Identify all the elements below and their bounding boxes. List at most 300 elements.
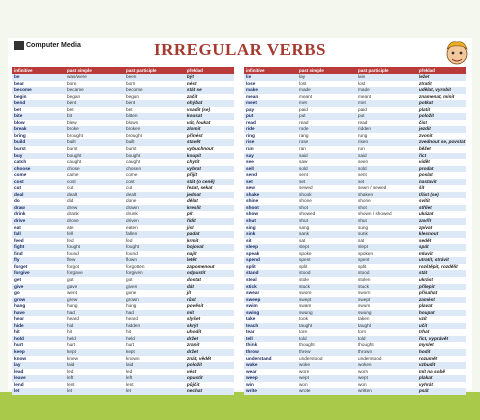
cell-infinitive: meet: [246, 100, 257, 106]
cell-translation: jednat: [186, 191, 201, 197]
cell-infinitive: weep: [246, 375, 258, 381]
cell-past-participle: split: [357, 263, 367, 269]
cell-infinitive: sing: [246, 224, 256, 230]
cell-past-simple: did: [67, 198, 74, 204]
cell-infinitive: think: [246, 342, 258, 348]
cell-past-participle: bitten: [125, 113, 138, 119]
cell-infinitive: leave: [14, 375, 26, 381]
cell-past-participle: fought: [125, 244, 140, 250]
cell-past-participle: thought: [357, 342, 374, 348]
cell-past-simple: ate: [67, 224, 74, 230]
cell-past-participle: set: [357, 178, 365, 184]
cell-past-participle: hidden: [125, 322, 141, 328]
cell-past-simple: lost: [299, 80, 307, 86]
cell-translation: pít: [186, 211, 193, 217]
cell-past-simple: shot: [299, 204, 308, 210]
cell-translation: vidět: [418, 159, 430, 165]
cell-translation: vsadit (se): [186, 106, 211, 112]
cell-past-simple: broke: [67, 126, 79, 132]
cell-infinitive: hide: [14, 322, 24, 328]
cell-translation: začít: [186, 93, 198, 99]
cell-translation: vybrat: [186, 165, 201, 171]
cell-translation: spát: [418, 244, 429, 250]
cell-translation: nastavit: [418, 178, 437, 184]
cell-translation: nést: [186, 80, 197, 86]
cell-past-participle: blown: [125, 119, 139, 125]
cell-infinitive: drink: [14, 211, 26, 217]
cell-past-simple: threw: [299, 348, 311, 354]
cell-past-simple: hit: [67, 329, 72, 335]
cell-past-participle: woken: [357, 362, 372, 368]
cell-infinitive: hold: [14, 335, 24, 341]
cell-infinitive: fly: [14, 257, 20, 263]
cell-translation: jít: [186, 290, 192, 296]
cell-translation: skrýt: [186, 322, 199, 328]
cell-past-participle: left: [125, 375, 133, 381]
cell-past-simple: meant: [299, 93, 313, 99]
cell-infinitive: steal: [246, 276, 257, 282]
cell-past-simple: held: [67, 335, 76, 341]
cell-infinitive: bet: [14, 106, 22, 112]
cell-past-simple: hid: [67, 322, 74, 328]
cell-infinitive: feed: [14, 237, 24, 243]
cell-translation: utratit, strávit: [418, 257, 449, 263]
cell-infinitive: rise: [246, 139, 255, 145]
cell-past-simple: found: [67, 250, 79, 256]
cell-past-simple: grew: [67, 296, 78, 302]
cell-translation: zavřít: [418, 218, 432, 224]
cell-past-participle: torn: [357, 329, 367, 335]
cell-past-participle: kept: [125, 348, 135, 354]
cell-translation: mít: [186, 309, 194, 315]
cell-infinitive: teach: [246, 322, 259, 328]
cell-past-participle: flown: [125, 257, 137, 263]
cell-past-participle: sent: [357, 172, 367, 178]
cell-infinitive: stick: [246, 283, 257, 289]
cell-past-simple: wore: [299, 368, 310, 374]
cell-past-simple: made: [299, 87, 311, 93]
cell-translation: opustit: [186, 375, 203, 381]
cell-past-participle: lent: [125, 381, 134, 387]
cell-past-participle: had: [125, 309, 134, 315]
cell-past-participle: swum: [357, 303, 371, 309]
cell-past-simple: bent: [67, 100, 77, 106]
cell-infinitive: break: [14, 126, 27, 132]
cell-past-participle: ridden: [357, 126, 372, 132]
cell-past-participle: shone: [357, 198, 371, 204]
cell-past-simple: took: [299, 316, 308, 322]
cell-translation: letět: [186, 257, 197, 263]
cell-translation: svítit: [418, 198, 430, 204]
cell-infinitive: give: [14, 283, 24, 289]
cell-past-participle: swept: [357, 296, 371, 302]
cell-infinitive: forget: [14, 263, 28, 269]
cell-past-participle: run: [357, 146, 365, 152]
cell-translation: běžet: [418, 146, 431, 152]
cell-past-participle: bought: [125, 152, 141, 158]
cell-past-participle: stood: [357, 270, 370, 276]
cell-translation: číst: [418, 119, 427, 125]
cell-past-participle: heard: [125, 316, 138, 322]
cell-translation: přísahat: [418, 290, 438, 296]
cell-infinitive: pay: [246, 106, 255, 112]
cell-past-participle: taught: [357, 322, 372, 328]
cell-past-simple: stole: [299, 276, 309, 282]
verbs-table-right: [244, 67, 466, 395]
cell-past-participle: eaten: [125, 224, 138, 230]
cell-infinitive: know: [14, 355, 26, 361]
cell-infinitive: find: [14, 250, 23, 256]
cell-infinitive: split: [246, 263, 256, 269]
cell-infinitive: bite: [14, 113, 23, 119]
cell-translation: říct: [418, 152, 427, 158]
cell-past-participle: dealt: [125, 191, 137, 197]
rows-right: [244, 74, 466, 395]
cell-past-simple: saw: [299, 159, 308, 165]
cell-past-simple: ran: [299, 146, 306, 152]
cell-past-participle: spent: [357, 257, 370, 263]
cell-translation: ukázat: [418, 211, 434, 217]
cell-translation: houpat: [418, 309, 435, 315]
cell-past-participle: built: [125, 139, 135, 145]
cell-translation: hodit: [418, 348, 431, 354]
header-translation: překlad: [186, 68, 203, 73]
cell-past-simple: fed: [67, 237, 74, 243]
cell-past-participle: put: [357, 113, 365, 119]
cell-infinitive: shake: [246, 191, 260, 197]
cell-infinitive: lose: [246, 80, 256, 86]
cell-infinitive: see: [246, 159, 254, 165]
cell-translation: kousat: [186, 113, 202, 119]
cell-translation: zpívat: [418, 224, 433, 230]
cell-infinitive: choose: [14, 165, 31, 171]
cell-translation: stát se: [186, 87, 202, 93]
cell-past-participle: caught: [125, 159, 141, 165]
cell-past-simple: tore: [299, 329, 308, 335]
cell-infinitive: eat: [14, 224, 21, 230]
cell-infinitive: grow: [14, 296, 26, 302]
cell-infinitive: swing: [246, 309, 260, 315]
cell-past-participle: thrown: [357, 348, 373, 354]
cell-past-simple: swore: [299, 290, 312, 296]
cell-past-simple: cost: [67, 178, 76, 184]
cell-past-simple: taught: [299, 322, 313, 328]
cell-translation: řezat, sekat: [186, 185, 213, 191]
cell-past-participle: swung: [357, 309, 372, 315]
cell-past-simple: was/were: [67, 74, 87, 79]
cell-translation: uhodit: [186, 329, 202, 335]
cell-infinitive: sell: [246, 165, 254, 171]
cell-past-participle: brought: [125, 132, 142, 138]
cell-past-simple: sold: [299, 165, 308, 171]
cell-past-participle: stolen: [357, 276, 371, 282]
header-translation: překlad: [418, 68, 435, 73]
cell-infinitive: wake: [246, 362, 258, 368]
cell-past-simple: burst: [67, 146, 78, 152]
cell-translation: rozštěpit, rozdělit: [418, 263, 458, 269]
cell-infinitive: put: [246, 113, 254, 119]
cell-past-simple: met: [299, 100, 307, 106]
cell-past-simple: had: [67, 309, 75, 315]
cell-translation: šít: [418, 185, 425, 191]
cell-translation: být: [186, 74, 194, 79]
cell-past-participle: spoken: [357, 250, 374, 256]
cell-translation: udělat, vyrobit: [418, 87, 451, 93]
cell-infinitive: shoot: [246, 204, 259, 210]
cell-past-participle: paid: [357, 106, 367, 112]
cell-past-simple: swept: [299, 296, 312, 302]
cell-past-participle: written: [357, 388, 372, 394]
cell-infinitive: go: [14, 290, 20, 296]
cell-past-participle: fed: [125, 237, 133, 243]
cell-infinitive: make: [246, 87, 258, 93]
cell-past-simple: swung: [299, 309, 313, 315]
cell-past-simple: slept: [299, 244, 309, 250]
cell-past-simple: bet: [67, 106, 74, 112]
cell-translation: kreslit: [186, 204, 201, 210]
cell-translation: stát (o ceně): [186, 178, 215, 184]
cell-infinitive: cut: [14, 185, 22, 191]
cell-past-participle: born: [125, 80, 136, 86]
cell-past-simple: hurt: [67, 342, 76, 348]
cell-translation: mít na sobě: [418, 368, 445, 374]
cell-translation: přilepit: [418, 283, 435, 289]
cell-past-simple: bore: [67, 80, 77, 86]
cell-translation: třást (se): [418, 191, 439, 197]
cell-infinitive: speak: [246, 250, 260, 256]
cell-translation: plavat: [418, 303, 433, 309]
cell-infinitive: build: [14, 139, 26, 145]
cell-past-participle: bent: [125, 100, 136, 106]
cell-infinitive: draw: [14, 204, 25, 210]
rows-left: [12, 74, 234, 395]
cell-infinitive: swear: [246, 290, 260, 296]
cell-past-simple: woke: [299, 362, 310, 368]
cell-past-participle: won: [357, 381, 367, 387]
cell-translation: rozumět: [418, 355, 438, 361]
cell-infinitive: sleep: [246, 244, 258, 250]
cell-past-simple: thought: [299, 342, 315, 348]
cell-past-simple: caught: [67, 159, 82, 165]
cell-translation: vést: [186, 368, 197, 374]
table-header: [12, 67, 234, 74]
cell-past-simple: blew: [67, 119, 77, 125]
cell-past-participle: hung: [125, 303, 137, 309]
cell-translation: koupit: [186, 152, 201, 158]
cell-past-simple: hung: [67, 303, 78, 309]
cell-translation: psát: [418, 388, 429, 394]
cell-infinitive: buy: [14, 152, 23, 158]
cell-past-simple: kept: [67, 348, 76, 354]
cell-infinitive: hear: [14, 316, 24, 322]
cell-translation: položit: [418, 113, 434, 119]
cell-past-participle: slept: [357, 244, 368, 250]
cell-infinitive: wear: [246, 368, 257, 374]
header-past-participle: past participle: [357, 68, 389, 73]
cell-translation: krmit: [186, 237, 199, 243]
cell-translation: nechat: [186, 388, 202, 394]
cell-translation: vyhrát: [418, 381, 433, 387]
cell-infinitive: do: [14, 198, 20, 204]
cell-past-participle: gone: [125, 290, 137, 296]
cell-past-participle: met: [357, 100, 366, 106]
cell-past-participle: stuck: [357, 283, 369, 289]
cell-past-simple: rode: [299, 126, 309, 132]
cell-past-participle: rung: [357, 132, 368, 138]
cell-past-simple: lent: [67, 381, 75, 387]
cell-infinitive: fight: [14, 244, 25, 250]
cell-past-participle: shut: [357, 218, 367, 224]
cell-infinitive: forgive: [14, 270, 30, 276]
cell-past-participle: grown: [125, 296, 139, 302]
cell-translation: sedět: [418, 237, 432, 243]
cell-translation: vybuchnout: [186, 146, 214, 152]
cell-translation: plakat: [418, 375, 433, 381]
cell-past-participle: read: [357, 119, 368, 125]
cell-past-participle: drawn: [125, 204, 139, 210]
cell-past-simple: put: [299, 113, 306, 119]
cell-translation: ztratit: [418, 80, 432, 86]
cell-infinitive: sweep: [246, 296, 261, 302]
cell-past-simple: gave: [67, 283, 78, 289]
cell-infinitive: set: [246, 178, 253, 184]
cell-translation: ležet: [418, 74, 430, 79]
cell-past-simple: heard: [67, 316, 80, 322]
cell-infinitive: blow: [14, 119, 25, 125]
cell-past-simple: understood: [299, 355, 323, 361]
cell-past-simple: let: [67, 388, 72, 394]
cell-past-simple: set: [299, 178, 306, 184]
cell-past-simple: split: [299, 263, 308, 269]
cell-past-simple: shone: [299, 198, 312, 204]
cell-translation: vzít: [418, 316, 427, 322]
cell-past-simple: stood: [299, 270, 311, 276]
cell-infinitive: ring: [246, 132, 255, 138]
cell-past-simple: built: [67, 139, 76, 145]
cell-infinitive: tear: [246, 329, 255, 335]
cell-translation: střílet: [418, 204, 432, 210]
cell-past-simple: shut: [299, 218, 308, 224]
cell-past-simple: said: [299, 152, 308, 158]
cell-past-participle: drunk: [125, 211, 138, 217]
cell-infinitive: mean: [246, 93, 259, 99]
cell-past-participle: come: [125, 172, 138, 178]
cell-past-simple: left: [67, 375, 74, 381]
cell-past-simple: lay: [299, 74, 306, 79]
cell-past-participle: got: [125, 276, 133, 282]
cell-translation: odpustit: [186, 270, 206, 276]
cell-past-simple: wept: [299, 375, 309, 381]
cell-past-simple: became: [67, 87, 84, 93]
cell-translation: myslet: [418, 342, 434, 348]
cell-past-simple: bit: [67, 113, 72, 119]
cell-past-participle: lain: [357, 74, 366, 79]
cell-past-participle: made: [357, 87, 370, 93]
cell-translation: dát: [186, 283, 194, 289]
cell-translation: poslat: [418, 172, 433, 178]
cell-translation: zranit: [186, 342, 200, 348]
cell-infinitive: bring: [14, 132, 26, 138]
cell-past-participle: cost: [125, 178, 135, 184]
cell-translation: říct, vyprávět: [418, 335, 449, 341]
cell-past-simple: drew: [67, 204, 78, 210]
cell-past-participle: broken: [125, 126, 141, 132]
cell-past-simple: bought: [67, 152, 82, 158]
cell-past-participle: said: [357, 152, 367, 158]
cell-translation: položit: [186, 362, 202, 368]
cell-translation: zamést: [418, 296, 435, 302]
cell-infinitive: bear: [14, 80, 24, 86]
header-past-simple: past simple: [67, 68, 92, 73]
cell-infinitive: win: [246, 381, 254, 387]
cell-infinitive: become: [14, 87, 32, 93]
cell-past-participle: been: [125, 74, 137, 79]
cell-translation: prodat: [418, 165, 434, 171]
cell-infinitive: be: [14, 74, 20, 79]
cell-past-simple: forgot: [67, 263, 80, 269]
cell-infinitive: let: [14, 388, 20, 394]
cell-translation: chytit: [186, 159, 200, 165]
cell-infinitive: shut: [246, 218, 256, 224]
cell-past-simple: drank: [67, 211, 79, 217]
cell-past-participle: shaken: [357, 191, 374, 197]
cell-translation: jíst: [186, 224, 194, 230]
cell-past-simple: forgave: [67, 270, 83, 276]
cell-past-participle: forgotten: [125, 263, 145, 269]
cell-infinitive: catch: [14, 159, 27, 165]
cell-infinitive: hurt: [14, 342, 24, 348]
cell-translation: držet: [186, 348, 199, 354]
cell-past-simple: sewed: [299, 185, 313, 191]
cell-infinitive: send: [246, 172, 257, 178]
logo: Computer Media: [14, 40, 76, 52]
cell-infinitive: say: [246, 152, 254, 158]
cell-past-simple: told: [299, 335, 307, 341]
cell-infinitive: come: [14, 172, 27, 178]
cell-translation: slyšet: [186, 316, 201, 322]
cell-infinitive: tell: [246, 335, 253, 341]
header-past-simple: past simple: [299, 68, 324, 73]
cell-infinitive: lay: [14, 362, 21, 368]
cell-past-participle: sung: [357, 224, 369, 230]
cell-past-participle: laid: [125, 362, 134, 368]
cell-past-participle: forgiven: [125, 270, 143, 276]
cell-past-participle: understood: [357, 355, 382, 361]
cell-translation: trhat: [418, 329, 430, 335]
cell-past-participle: hurt: [125, 342, 135, 348]
table-header: [244, 67, 466, 74]
cell-past-participle: sold: [357, 165, 367, 171]
cell-infinitive: spend: [246, 257, 260, 263]
cell-past-participle: lost: [357, 80, 366, 86]
cell-past-participle: bet: [125, 106, 133, 112]
green-border: [0, 392, 480, 420]
cell-past-participle: shown / showed: [357, 211, 392, 217]
cell-translation: řídit: [186, 218, 196, 224]
cell-past-simple: fell: [67, 231, 74, 237]
cell-past-participle: become: [125, 87, 143, 93]
cell-past-participle: driven: [125, 218, 139, 224]
cell-past-participle: risen: [357, 139, 369, 145]
cell-past-simple: began: [67, 93, 81, 99]
table-row: [244, 388, 466, 395]
header-infinitive: infinitive: [14, 68, 33, 73]
cell-past-simple: flew: [67, 257, 76, 263]
cell-infinitive: fall: [14, 231, 21, 237]
cell-translation: zapomenout: [186, 263, 215, 269]
cell-past-participle: shot: [357, 204, 367, 210]
cell-translation: růst: [186, 296, 196, 302]
